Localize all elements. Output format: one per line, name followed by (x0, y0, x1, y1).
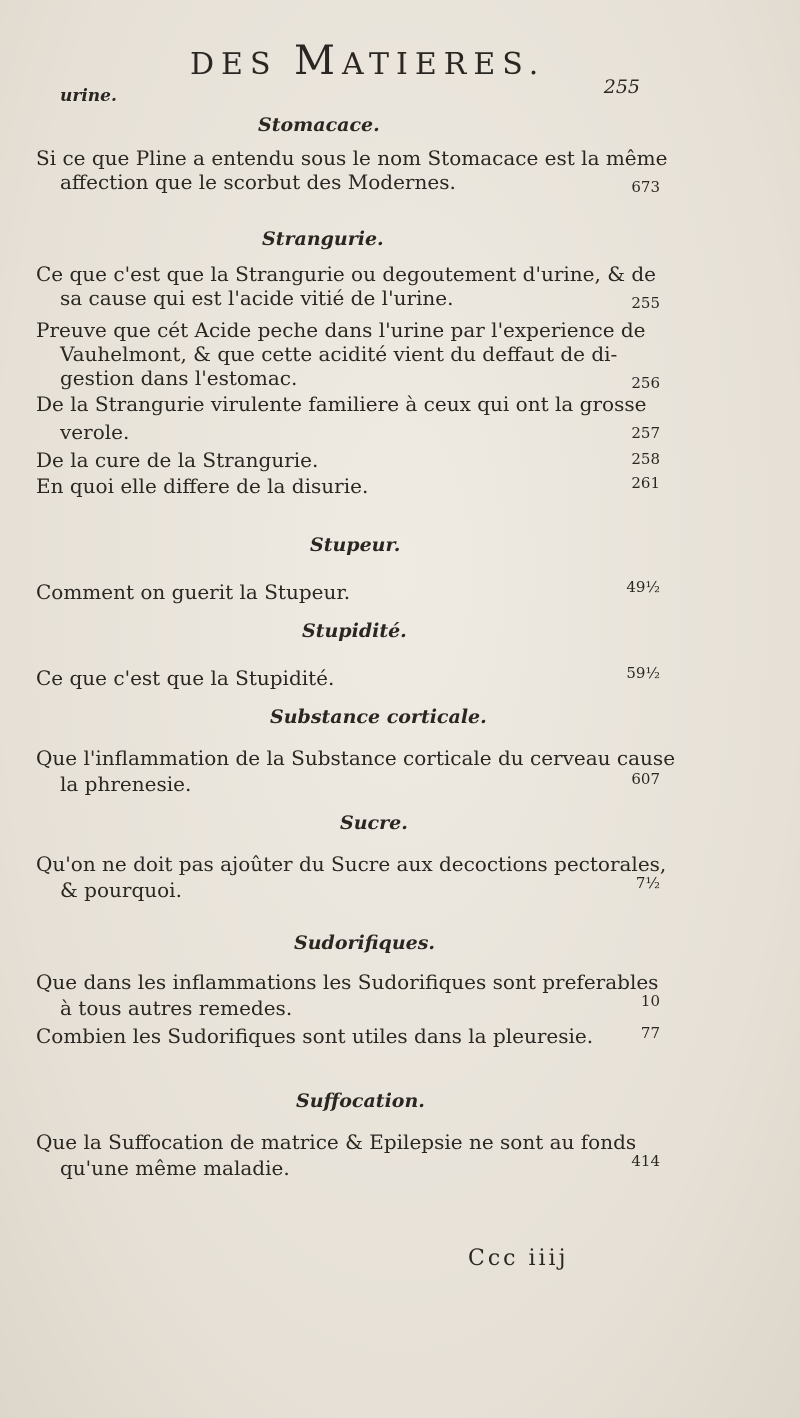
entry-line: à tous autres remedes. (60, 996, 293, 1020)
entry-heading: Stupeur. (310, 534, 401, 556)
entry-line: De la Strangurie virulente familiere à ceux qui ont la grosse (36, 392, 647, 416)
page-ref: 257 (631, 424, 660, 442)
page-ref: 59½ (626, 664, 660, 682)
page-ref: 261 (631, 474, 660, 492)
entry-heading: Strangurie. (262, 228, 384, 250)
entry-line: Qu'on ne doit pas ajoûter du Sucre aux decoctions pectorales, (36, 852, 667, 876)
entry-line: Ce que c'est que la Stupidité. (36, 666, 335, 690)
page-ref: 258 (631, 450, 660, 468)
entry-heading: Sucre. (340, 812, 408, 834)
entry-heading: Sudorifiques. (294, 932, 436, 954)
page-ref: 49½ (626, 578, 660, 596)
entry-line: Combien les Sudorifiques sont utiles dans la pleuresie. (36, 1024, 594, 1048)
entry-line: gestion dans l'estomac. (60, 366, 298, 390)
entry-line: Que la Suffocation de matrice & Epilepsie ne sont au fonds (36, 1130, 637, 1154)
page-ref: 673 (631, 178, 660, 196)
page-ref: 607 (631, 770, 660, 788)
entry-line: qu'une même maladie. (60, 1156, 290, 1180)
page-ref: 256 (631, 374, 660, 392)
page-ref: 255 (631, 294, 660, 312)
entry-line: sa cause qui est l'acide vitié de l'urine. (60, 286, 454, 310)
page-ref: 77 (640, 1024, 660, 1042)
entry-heading: Substance corticale. (270, 706, 487, 728)
page-ref: 7½ (635, 874, 660, 892)
entry-line: Que l'inflammation de la Substance corticale du cerveau cause (36, 746, 676, 770)
running-title: DES MATIERES. (190, 38, 546, 84)
catchword-left: urine. (60, 86, 117, 106)
entry-line: & pourquoi. (60, 878, 182, 902)
entry-heading: Stupidité. (302, 620, 407, 642)
page-ref: 10 (640, 992, 660, 1010)
entry-line: En quoi elle differe de la disurie. (36, 474, 369, 498)
entry-line: affection que le scorbut des Modernes. (60, 170, 456, 194)
entry-line: Que dans les inflammations les Sudorifiques sont preferables (36, 970, 659, 994)
entry-line: Preuve que cét Acide peche dans l'urine par l'experience de (36, 318, 646, 342)
signature-mark: Ccc iiij (468, 1246, 569, 1271)
entry-line: Ce que c'est que la Strangurie ou degoutement d'urine, & de (36, 262, 657, 286)
entry-line: Comment on guerit la Stupeur. (36, 580, 351, 604)
entry-line: verole. (60, 420, 130, 444)
entry-line: Vauhelmont, & que cette acidité vient du deffaut de di- (60, 342, 618, 366)
entry-line: la phrenesie. (60, 772, 192, 796)
entry-heading: Stomacace. (258, 114, 380, 136)
entry-line: Si ce que Pline a entendu sous le nom Stomacace est la même (36, 146, 668, 170)
entry-line: De la cure de la Strangurie. (36, 448, 319, 472)
entry-heading: Suffocation. (296, 1090, 425, 1112)
page-ref: 414 (631, 1152, 660, 1170)
page-number: 255 (603, 76, 640, 98)
